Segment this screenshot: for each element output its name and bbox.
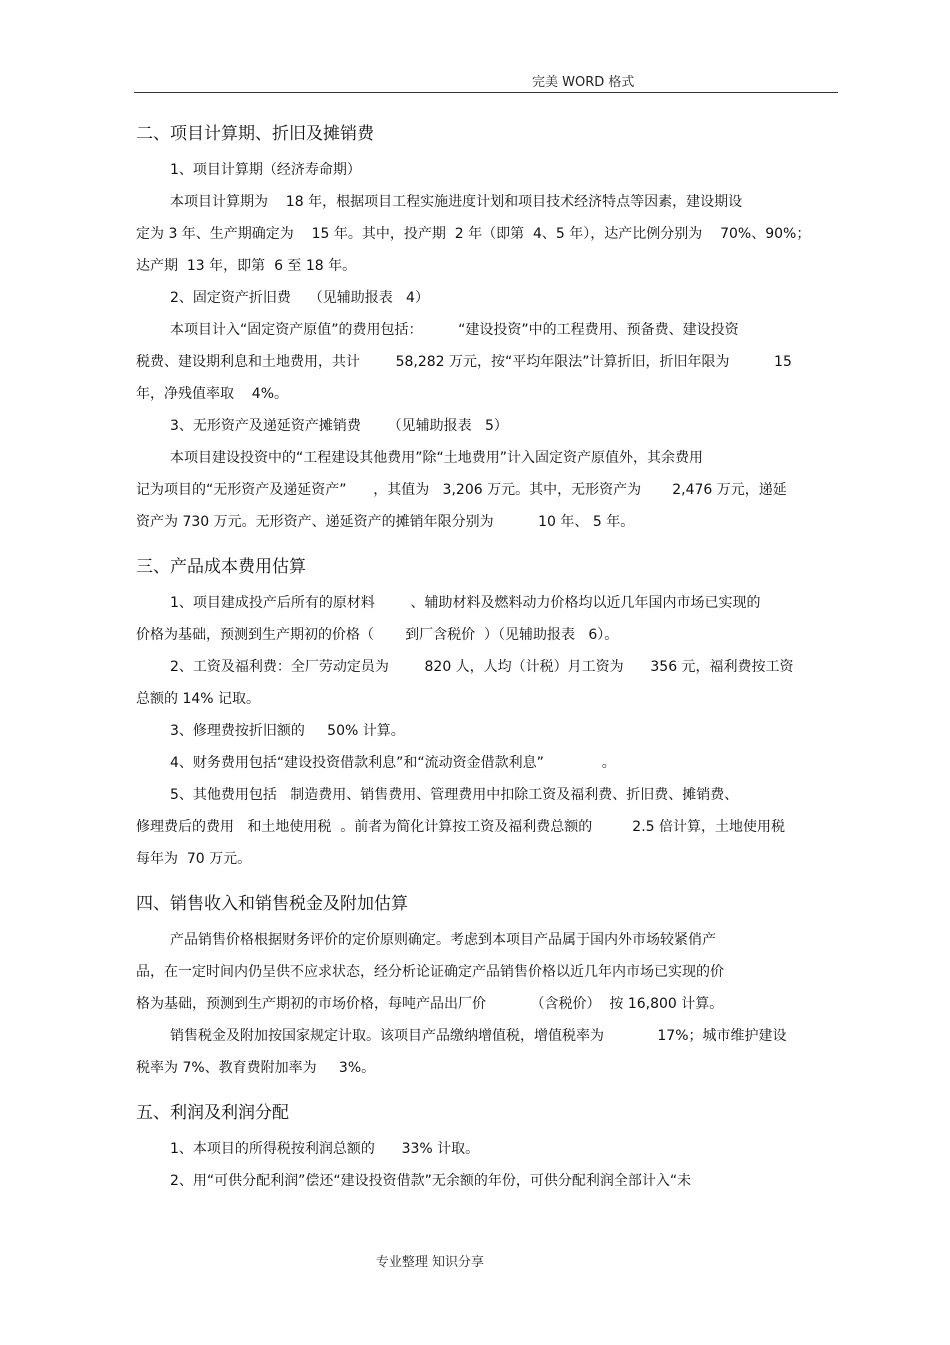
paragraph-line: 每年为 70 万元。 — [136, 851, 252, 867]
paragraph-line: 2、用“可供分配利润”偿还“建设投资借款”无余额的年份，可供分配利润全部计入“未 — [170, 1173, 692, 1189]
header-rule — [134, 92, 838, 93]
paragraph-line: 本项目建设投资中的“工程建设其他费用”除“土地费用”计入固定资产原值外，其余费用 — [170, 450, 704, 466]
page-header: 完美 WORD 格式 — [532, 75, 635, 90]
paragraph-line: 2、固定资产折旧费 （见辅助报表 4） — [170, 290, 429, 306]
paragraph-line: 产品销售价格根据财务评价的定价原则确定。考虑到本项目产品属于国内外市场较紧俏产 — [170, 932, 716, 948]
paragraph-line: 品，在一定时间内仍呈供不应求状态，经分析论证确定产品销售价格以近几年内市场已实现的价 — [136, 964, 724, 980]
paragraph-line: 1、项目建成投产后所有的原材料 、辅助材料及燃料动力价格均以近几年国内市场已实现的 — [170, 595, 761, 611]
page-footer: 专业整理 知识分享 — [375, 1255, 485, 1270]
paragraph-line: 总额的 14% 记取。 — [136, 691, 261, 707]
paragraph-line: 年，净残值率取 4%。 — [136, 386, 289, 402]
paragraph-line: 3、修理费按折旧额的 50% 计算。 — [170, 723, 405, 739]
section-title: 二、项目计算期、折旧及摊销费 — [136, 124, 374, 144]
paragraph-line: 达产期 13 年，即第 6 至 18 年。 — [136, 258, 357, 274]
section-title: 五、利润及利润分配 — [136, 1103, 289, 1123]
paragraph-line: 5、其他费用包括 制造费用、销售费用、管理费用中扣除工资及福利费、折旧费、摊销费、 — [170, 787, 739, 803]
paragraph-line: 格为基础，预测到生产期初的市场价格，每吨产品出厂价 （含税价） 按 16,800 计算。 — [136, 996, 724, 1012]
section-title: 四、销售收入和销售税金及附加估算 — [136, 894, 408, 914]
paragraph-line: 记为项目的“无形资产及递延资产” ，其值为 3,206 万元。其中，无形资产为 2,476 万元，递延 — [136, 482, 787, 498]
paragraph-line: 本项目计入“固定资产原值”的费用包括： “建设投资”中的工程费用、预备费、建设投资 — [170, 322, 739, 338]
paragraph-line: 资产为 730 万元。无形资产、递延资产的摊销年限分别为 10 年、 5 年。 — [136, 514, 635, 530]
paragraph-line: 修理费后的费用 和土地使用税 。前者为简化计算按工资及福利费总额的 2.5 倍计算，土地使用税 — [136, 819, 786, 835]
paragraph-line: 定为 3 年、生产期确定为 15 年。其中，投产期 2 年（即第 4、5 年），达产比例分别为 70%、90%； — [136, 226, 811, 242]
paragraph-line: 2、工资及福利费：全厂劳动定员为 820 人，人均（计税）月工资为 356 元，福利费按工资 — [170, 659, 794, 675]
paragraph-line: 1、项目计算期（经济寿命期） — [170, 162, 361, 178]
paragraph-line: 本项目计算期为 18 年，根据项目工程实施进度计划和项目技术经济特点等因素，建设期设 — [170, 194, 743, 210]
document-body — [136, 120, 836, 1197]
section-title: 三、产品成本费用估算 — [136, 557, 306, 577]
paragraph-line: 3、无形资产及递延资产摊销费 （见辅助报表 5） — [170, 418, 508, 434]
paragraph-line: 价格为基础，预测到生产期初的价格（ 到厂含税价 ）（见辅助报表 6）。 — [136, 627, 619, 643]
paragraph-line: 税率为 7%、教育费附加率为 3%。 — [136, 1060, 376, 1076]
paragraph-line: 税费、建设期利息和土地费用，共计 58,282 万元，按“平均年限法”计算折旧，折旧年限为 15 — [136, 354, 792, 370]
paragraph-line: 销售税金及附加按国家规定计取。该项目产品缴纳增值税，增值税率为 17%；城市维护建设 — [170, 1028, 787, 1044]
paragraph-line: 1、本项目的所得税按利润总额的 33% 计取。 — [170, 1141, 480, 1157]
paragraph-line: 4、财务费用包括“建设投资借款利息”和“流动资金借款利息” 。 — [170, 755, 616, 771]
